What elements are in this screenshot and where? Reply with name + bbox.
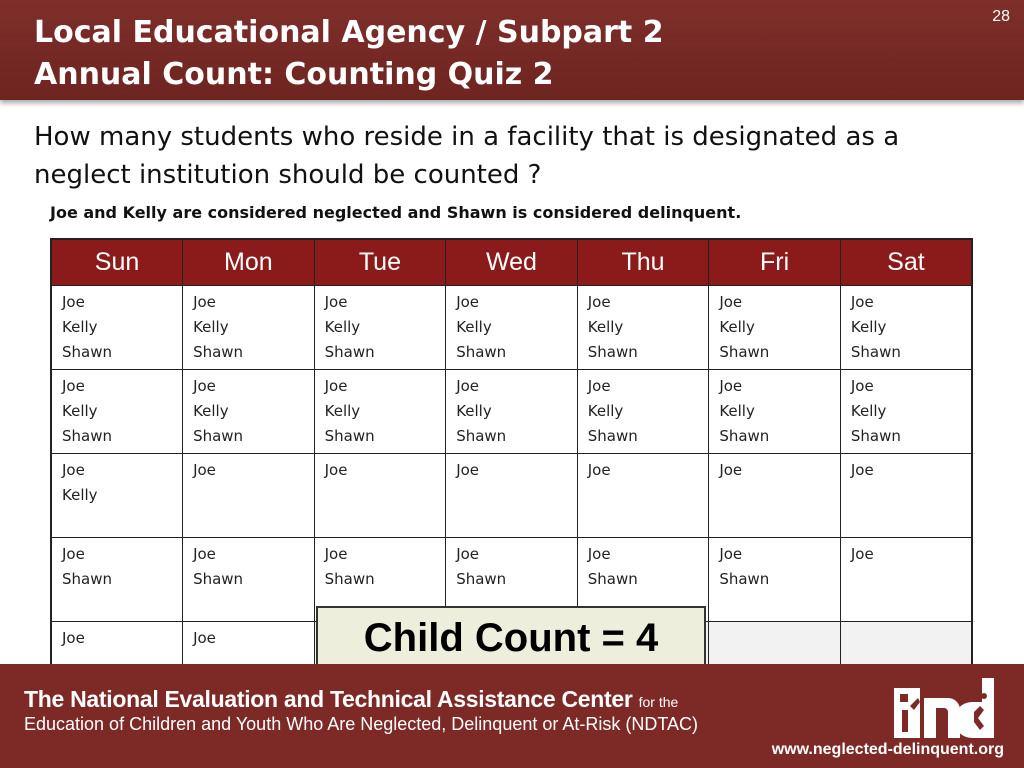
student-name: Joe	[193, 377, 216, 395]
student-name: Shawn	[719, 343, 770, 361]
calendar-day-cell	[183, 370, 315, 454]
student-name: Joe	[587, 461, 611, 479]
calendar-day-cell	[577, 454, 709, 538]
calendar-header-row	[51, 239, 972, 286]
student-name: Joe	[587, 545, 611, 563]
student-name: Shawn	[456, 570, 507, 588]
child-count-text: Child Count = 4	[363, 615, 659, 660]
title-line-2: Annual Count: Counting Quiz 2	[34, 57, 554, 92]
day-header-sat: Sat	[840, 239, 972, 286]
student-name: Shawn	[324, 570, 375, 588]
calendar-day-cell	[709, 370, 841, 454]
student-name: Kelly	[850, 318, 887, 336]
student-name: Kelly	[193, 318, 229, 336]
slide-header	[0, 0, 1024, 100]
student-name: Joe	[324, 545, 348, 563]
student-name: Kelly	[324, 402, 361, 420]
student-name: Joe	[193, 545, 216, 563]
student-name: Kelly	[62, 402, 98, 420]
student-name: Joe	[719, 545, 743, 563]
org-name	[24, 686, 678, 713]
day-header-mon: Mon	[183, 239, 315, 286]
calendar-week-row	[51, 454, 972, 538]
student-name: Kelly	[193, 402, 229, 420]
calendar-day-cell	[183, 286, 315, 370]
student-name: Shawn	[193, 427, 244, 445]
day-header-wed: Wed	[446, 239, 578, 286]
student-name: Joe	[456, 377, 480, 395]
student-name: Kelly	[850, 402, 887, 420]
classification-note: Joe and Kelly are considered neglected and Shawn is considered delinquent.	[50, 203, 742, 222]
student-name: Shawn	[719, 427, 770, 445]
calendar-day-cell	[446, 454, 578, 538]
student-name: Shawn	[324, 343, 375, 361]
slide-title	[34, 12, 664, 96]
title-line-1: Local Educational Agency / Subpart 2	[34, 15, 664, 50]
student-name: Joe	[324, 293, 348, 311]
ndtac-logo-icon	[894, 676, 1004, 740]
student-name: Kelly	[719, 318, 755, 336]
student-name: Joe	[850, 377, 874, 395]
calendar-day-cell	[709, 454, 841, 538]
student-name: Joe	[62, 377, 85, 395]
org-name-text: The National Evaluation and Technical Assistance Center	[24, 686, 633, 712]
student-name: Joe	[456, 293, 480, 311]
student-name: Joe	[193, 461, 216, 479]
student-name: Joe	[62, 629, 85, 647]
day-header-tue: Tue	[314, 239, 446, 286]
student-name: Shawn	[324, 427, 375, 445]
student-name: Kelly	[587, 402, 624, 420]
calendar-day-cell	[314, 370, 446, 454]
student-name: Kelly	[456, 318, 492, 336]
day-header-sun: Sun	[51, 239, 183, 286]
student-name: Joe	[324, 377, 348, 395]
student-name: Kelly	[587, 318, 624, 336]
student-name: Kelly	[62, 486, 98, 504]
calendar-week-row	[51, 370, 972, 454]
student-name: Joe	[62, 293, 85, 311]
student-name: Kelly	[62, 318, 98, 336]
student-name: Joe	[62, 545, 85, 563]
student-name: Shawn	[62, 427, 112, 445]
calendar-day-cell	[840, 454, 972, 538]
student-name: Joe	[587, 377, 611, 395]
calendar-day-cell	[51, 454, 183, 538]
calendar-day-cell	[840, 370, 972, 454]
student-name: Shawn	[850, 343, 901, 361]
calendar-day-cell	[577, 286, 709, 370]
student-name: Shawn	[587, 343, 638, 361]
student-name: Joe	[193, 629, 216, 647]
student-name: Shawn	[587, 427, 638, 445]
student-name: Joe	[587, 293, 611, 311]
calendar-day-cell	[314, 286, 446, 370]
calendar-day-cell	[51, 538, 183, 622]
calendar-day-cell	[709, 286, 841, 370]
student-name: Joe	[324, 461, 348, 479]
calendar-day-cell	[709, 538, 841, 622]
calendar-day-cell	[314, 454, 446, 538]
student-name: Joe	[62, 461, 85, 479]
student-name: Kelly	[456, 402, 492, 420]
calendar-day-cell	[840, 286, 972, 370]
student-name: Shawn	[456, 343, 507, 361]
student-name: Joe	[456, 545, 480, 563]
student-name: Shawn	[62, 570, 112, 588]
student-name: Kelly	[324, 318, 361, 336]
student-name: Shawn	[587, 570, 638, 588]
calendar-day-cell	[577, 370, 709, 454]
quiz-question: How many students who reside in a facility that is designated as a neglect institution should be counted ?	[34, 122, 900, 190]
student-name: Shawn	[850, 427, 901, 445]
student-name: Shawn	[62, 343, 112, 361]
student-name: Joe	[719, 461, 743, 479]
student-name: Shawn	[193, 570, 244, 588]
slide-number: 28	[992, 8, 1010, 25]
student-name: Joe	[719, 293, 743, 311]
org-name-for: for the	[638, 694, 679, 710]
student-name: Kelly	[719, 402, 755, 420]
student-name: Shawn	[719, 570, 770, 588]
child-count-answer-box	[316, 606, 706, 670]
calendar-day-cell	[51, 286, 183, 370]
calendar-day-cell	[840, 538, 972, 622]
student-name: Shawn	[456, 427, 507, 445]
student-name: Joe	[850, 461, 874, 479]
student-name: Joe	[850, 293, 874, 311]
org-subtitle: Education of Children and Youth Who Are Neglected, Delinquent or At-Risk (NDTAC)	[24, 714, 699, 734]
day-header-thu: Thu	[577, 239, 709, 286]
calendar-day-cell	[183, 538, 315, 622]
day-header-fri: Fri	[709, 239, 841, 286]
calendar-day-cell	[446, 370, 578, 454]
calendar-day-cell	[183, 454, 315, 538]
calendar-day-cell	[51, 370, 183, 454]
student-name: Joe	[719, 377, 743, 395]
student-name: Joe	[456, 461, 480, 479]
student-name: Shawn	[193, 343, 244, 361]
calendar-day-cell	[446, 286, 578, 370]
student-name: Joe	[193, 293, 216, 311]
calendar-week-row	[51, 286, 972, 370]
website-url: www.neglected-delinquent.org	[771, 741, 1004, 758]
student-name: Joe	[850, 545, 874, 563]
